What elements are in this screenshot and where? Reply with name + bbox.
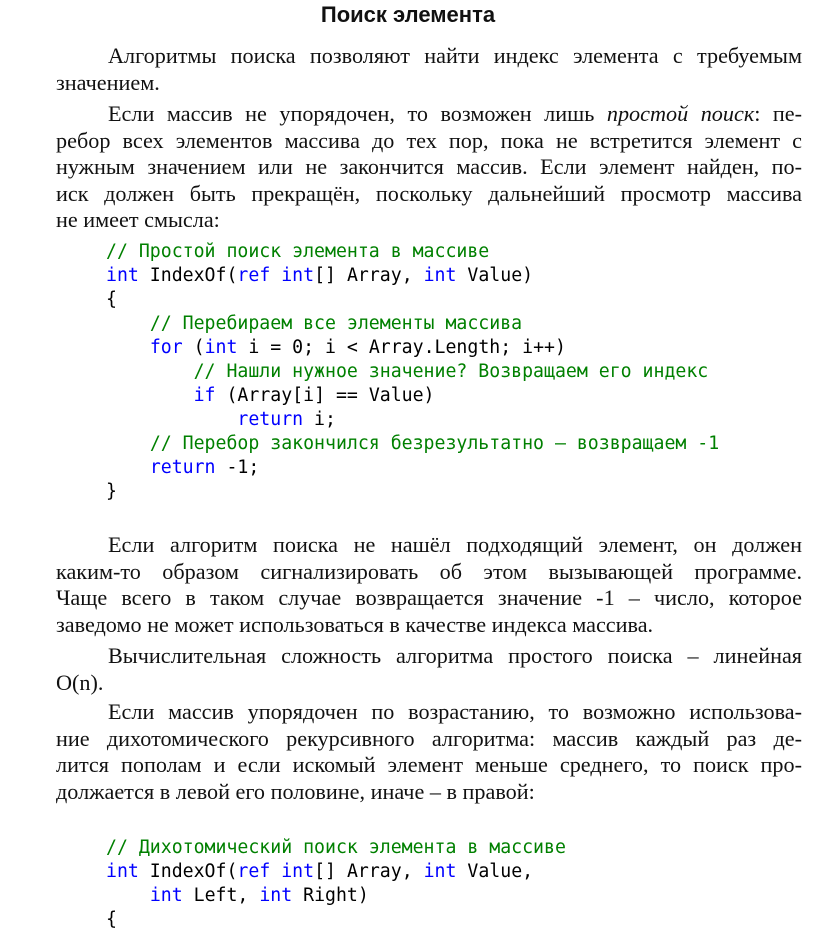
code-line xyxy=(106,336,719,360)
code-text xyxy=(106,433,150,454)
paragraph-line: значением. xyxy=(56,69,160,95)
code-keyword: for xyxy=(149,337,183,358)
code-text: i = 0; i < Array.Length; i++) xyxy=(237,337,566,358)
code-keyword: if xyxy=(193,385,216,406)
code-text: [] Array, xyxy=(314,265,424,286)
code-keyword: int xyxy=(423,265,457,286)
paragraph-line: должается в левой его половине, иначе – в правой: xyxy=(56,778,535,804)
code-text xyxy=(106,409,237,430)
paragraph-complexity xyxy=(56,643,802,696)
paragraph-line: O(n). xyxy=(56,669,104,695)
code-text: Left, xyxy=(182,885,260,906)
code-text: ( xyxy=(182,337,205,358)
code-keyword: int xyxy=(423,861,457,882)
code-block-dichotomic-search xyxy=(106,836,566,932)
code-text: IndexOf( xyxy=(138,861,238,882)
code-text: i; xyxy=(303,409,336,430)
code-text: Value, xyxy=(456,861,534,882)
paragraph-line: Если массив упорядочен по возрастанию, то возможно использова- xyxy=(108,699,802,724)
code-text: { xyxy=(106,289,117,310)
paragraph-line: ние дихотомического рекурсивного алгоритма: массив каждый раз де- xyxy=(56,725,802,751)
code-comment: // Простой поиск элемента в массиве xyxy=(106,241,490,262)
code-text: [] Array, xyxy=(314,861,424,882)
code-line xyxy=(106,860,566,884)
paragraph-intro xyxy=(56,43,802,96)
code-text: (Array[i] == Value) xyxy=(215,385,435,406)
code-line xyxy=(106,908,566,932)
code-text: -1; xyxy=(215,457,260,478)
code-line xyxy=(106,456,719,480)
paragraph-line: лится пополам и если искомый элемент меньше среднего, то поиск про- xyxy=(56,752,802,778)
code-text xyxy=(106,337,150,358)
code-keyword: int xyxy=(106,861,139,882)
code-text: { xyxy=(106,909,117,930)
code-text xyxy=(106,361,194,382)
code-line xyxy=(106,264,719,288)
paragraph-line: нужным значением или не закончится массив. Если элемент найден, по- xyxy=(56,154,802,180)
paragraph-not-found xyxy=(56,532,802,638)
code-comment: // Дихотомический поиск элемента в массиве xyxy=(106,837,566,858)
paragraph-dichotomic xyxy=(56,699,802,805)
code-comment: // Нашли нужное значение? Возвращаем его индекс xyxy=(193,361,709,382)
paragraph-line xyxy=(56,101,802,128)
code-text: Right) xyxy=(292,885,369,906)
code-comment: // Перебираем все элементы массива xyxy=(149,313,523,334)
code-keyword: int xyxy=(281,265,315,286)
code-keyword: ref xyxy=(237,265,271,286)
code-keyword: int xyxy=(149,885,183,906)
paragraph-line: ребор всех элементов массива до тех пор, пока не встретится элемент с xyxy=(56,127,802,153)
paragraph-simple-search xyxy=(56,101,802,234)
code-keyword: int xyxy=(281,861,315,882)
page-title: Поиск элемента xyxy=(320,2,496,27)
code-text xyxy=(270,861,281,882)
paragraph-line: каким-то образом сигнализировать об этом вызывающей программе. xyxy=(56,558,802,584)
code-comment: // Перебор закончился безрезультатно – возвращаем -1 xyxy=(149,433,720,454)
code-keyword: ref xyxy=(237,861,271,882)
code-keyword: return xyxy=(237,409,304,430)
code-keyword: return xyxy=(149,457,216,478)
text-segment: : пе- xyxy=(754,101,802,126)
code-text xyxy=(106,457,150,478)
emphasis-text: простой поиск xyxy=(606,101,755,126)
code-text xyxy=(106,313,150,334)
code-text: IndexOf( xyxy=(138,265,238,286)
code-line xyxy=(106,884,566,908)
paragraph-line: заведомо не может использоваться в качестве индекса массива. xyxy=(56,611,654,637)
paragraph-line: Алгоритмы поиска позволяют найти индекс элемента с требуемым xyxy=(108,43,802,68)
code-text: } xyxy=(106,481,117,502)
paragraph-line: Вычислительная сложность алгоритма простого поиска – линейная xyxy=(108,643,802,668)
code-line xyxy=(106,836,566,860)
code-keyword: int xyxy=(259,885,293,906)
code-keyword: int xyxy=(204,337,238,358)
code-text: Value) xyxy=(456,265,534,286)
paragraph-line: Если алгоритм поиска не нашёл подходящий элемент, он должен xyxy=(108,532,802,557)
paragraph-line: Чаще всего в таком случае возвращается значение -1 – число, которое xyxy=(56,585,802,611)
code-text xyxy=(106,885,150,906)
code-line xyxy=(106,432,719,456)
code-line xyxy=(106,480,719,504)
code-block-simple-search xyxy=(106,240,719,504)
text-segment: Если массив не упорядочен, то возможен лишь xyxy=(108,101,607,126)
code-line xyxy=(106,384,719,408)
code-line xyxy=(106,312,719,336)
code-line xyxy=(106,360,719,384)
code-line xyxy=(106,240,719,264)
code-text xyxy=(106,385,194,406)
code-text xyxy=(270,265,281,286)
code-keyword: int xyxy=(106,265,139,286)
code-line xyxy=(106,408,719,432)
code-line xyxy=(106,288,719,312)
paragraph-line: не имеет смысла: xyxy=(56,207,220,233)
paragraph-line: иск должен быть прекращён, поскольку дальнейший просмотр массива xyxy=(56,180,802,206)
